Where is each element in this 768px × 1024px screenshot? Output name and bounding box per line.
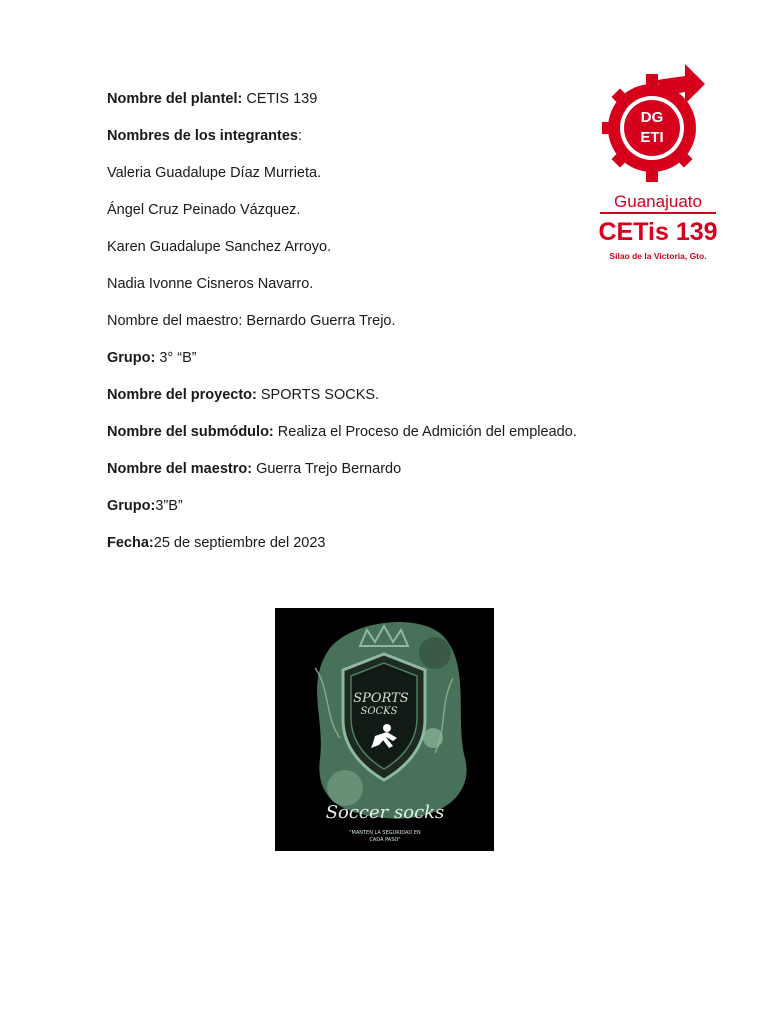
field-proyecto (107, 386, 667, 404)
teacher-name: Nombre del maestro: Bernardo Guerra Trejo. (107, 313, 396, 329)
field-value: : (297, 128, 302, 144)
slogan-line-2: CADA PASO" (369, 837, 401, 843)
member-4 (107, 275, 667, 293)
slogan-line-1: "MANTEN LA SEGURIDAD EN (349, 830, 421, 836)
field-label: Nombre del proyecto: (107, 387, 257, 403)
logo-school: CETis 139 (598, 218, 718, 246)
brand-name: Soccer socks (325, 802, 445, 823)
field-label: Grupo: (107, 498, 156, 514)
logo-state: Guanajuato (614, 192, 702, 211)
field-label: Nombres de los integrantes (107, 128, 298, 144)
member-name: Karen Guadalupe Sanchez Arroyo. (107, 239, 332, 255)
teacher-line (107, 312, 667, 330)
field-value: 3° “B” (155, 350, 197, 366)
field-label: Grupo: (107, 350, 156, 366)
field-value: SPORTS SOCKS. (256, 387, 380, 403)
field-integrantes (107, 127, 667, 145)
shield-text-1: SPORTS (353, 691, 409, 706)
member-name: Ángel Cruz Peinado Vázquez. (107, 202, 301, 218)
field-value: 3”B” (155, 498, 183, 514)
school-logo (597, 58, 719, 268)
field-submodulo (107, 423, 667, 441)
member-1 (107, 164, 667, 182)
logo-city: Silao de la Victoria, Gto. (609, 251, 707, 261)
field-grupo-2 (107, 497, 667, 515)
member-name: Valeria Guadalupe Díaz Murrieta. (107, 165, 322, 181)
gear-logo-icon (597, 58, 719, 268)
member-name: Nadia Ivonne Cisneros Navarro. (107, 276, 314, 292)
field-fecha (107, 534, 667, 552)
member-2 (107, 201, 667, 219)
field-label: Nombre del maestro: (107, 461, 253, 477)
shield-text-2: SOCKS (360, 706, 398, 717)
field-value: 25 de septiembre del 2023 (153, 535, 326, 551)
field-value: CETIS 139 (242, 91, 318, 107)
logo-letters-bottom: ETI (640, 129, 664, 146)
logo-letters-top: DG (640, 109, 664, 126)
field-label: Nombre del submódulo: (107, 424, 274, 440)
member-3 (107, 238, 667, 256)
sports-socks-logo-icon (275, 608, 494, 851)
field-grupo (107, 349, 667, 367)
field-label: Fecha: (107, 535, 154, 551)
field-plantel (107, 90, 667, 108)
field-value: Realiza el Proceso de Admición del empleado. (273, 424, 577, 440)
field-label: Nombre del plantel: (107, 91, 243, 107)
project-info (107, 90, 667, 571)
field-maestro (107, 460, 667, 478)
project-cover-image (275, 608, 494, 851)
field-value: Guerra Trejo Bernardo (252, 461, 402, 477)
